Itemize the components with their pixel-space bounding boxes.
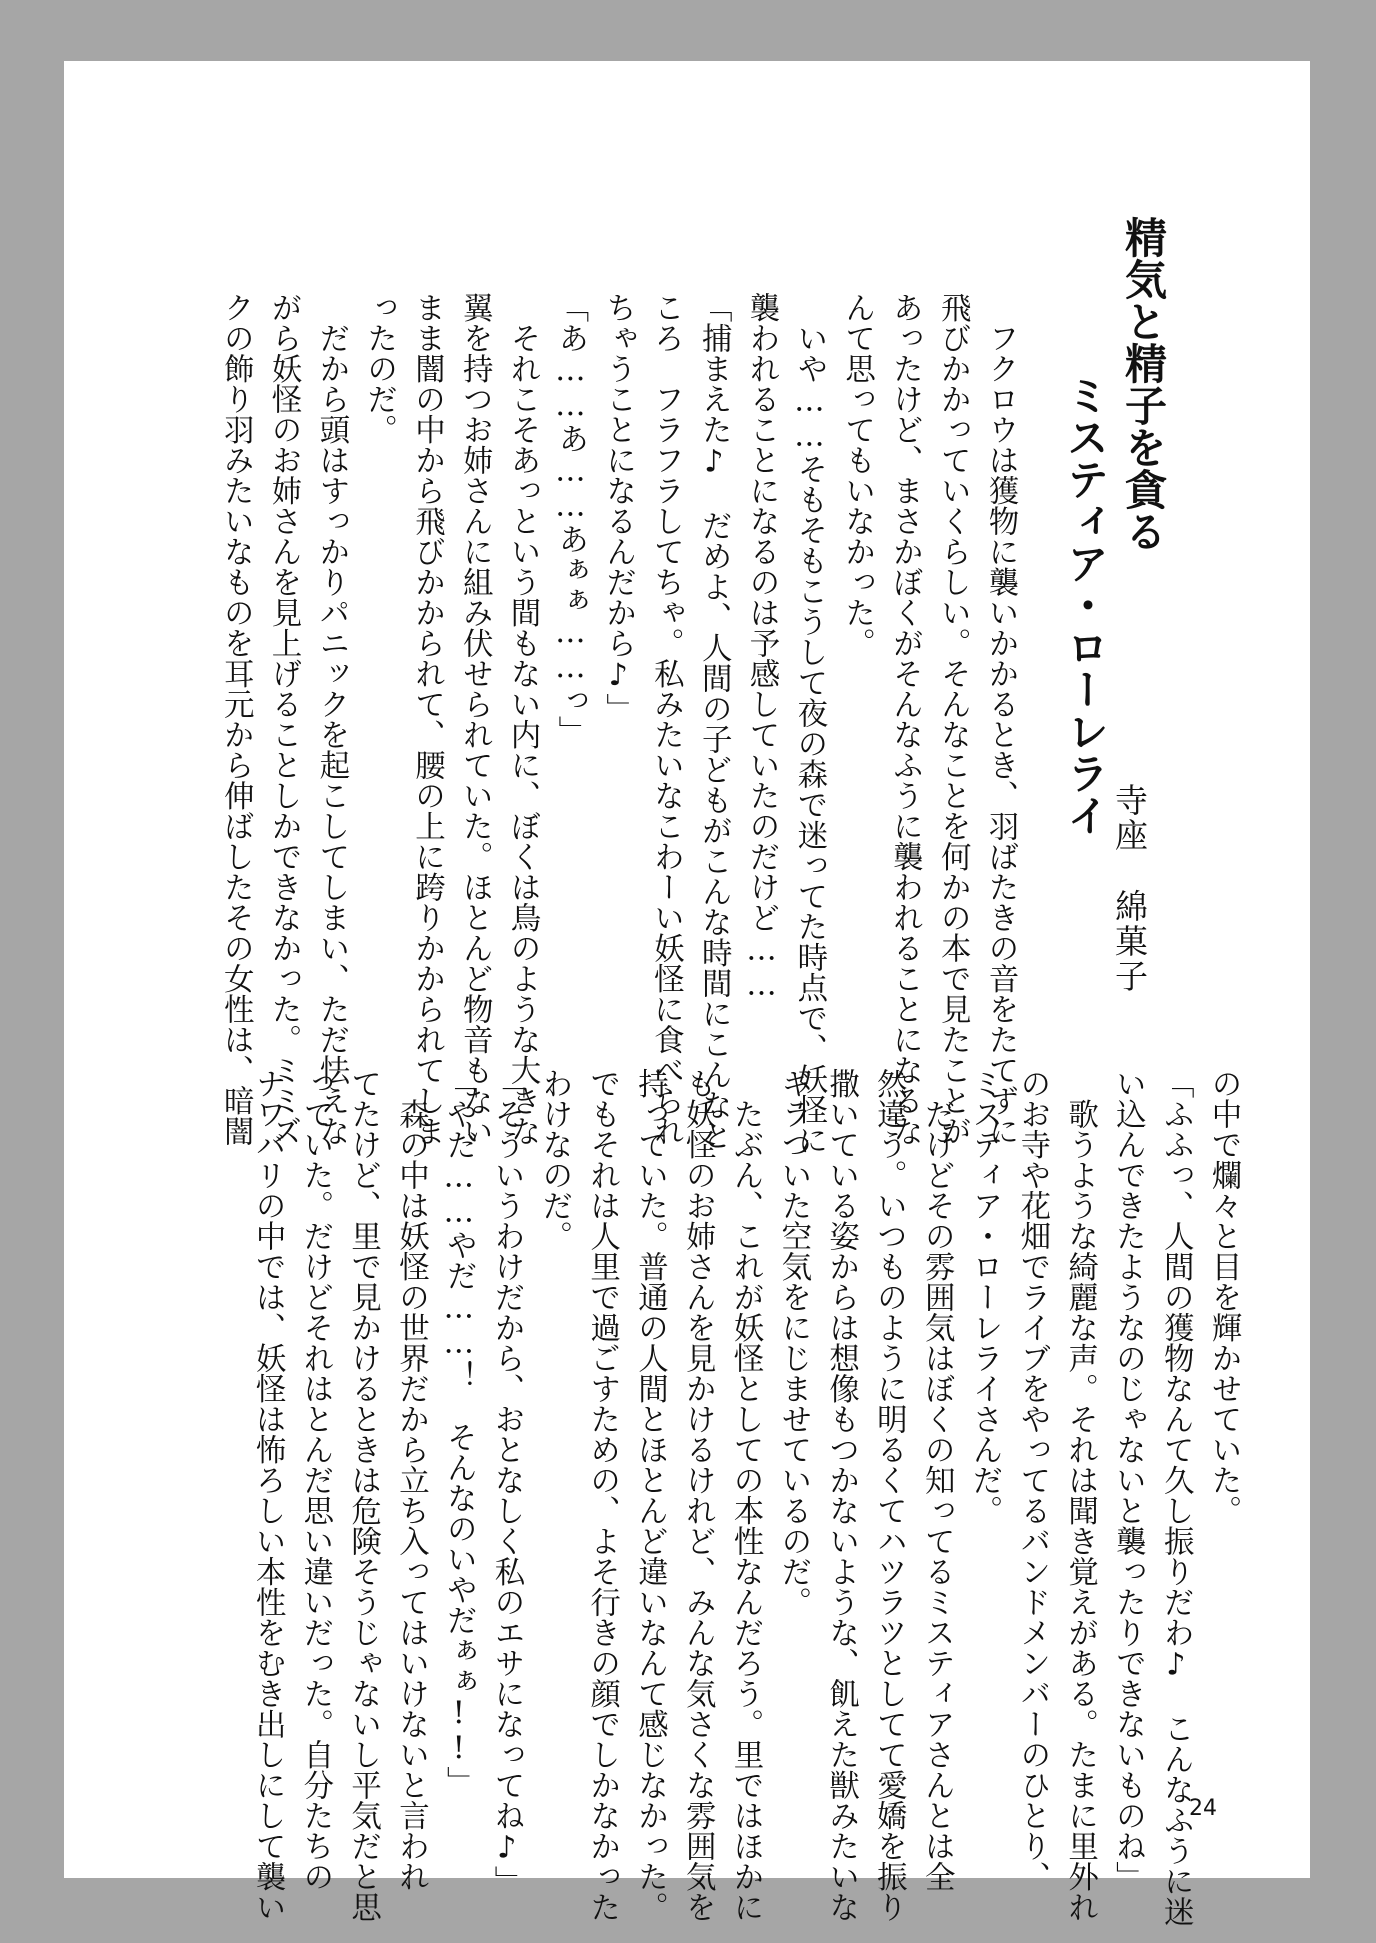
text-line: 森の中は妖怪の世界だから立ち入ってはいけないと言われ xyxy=(393,1068,429,1892)
text-line: 「あ……あ……あぁぁ……っ」 xyxy=(552,292,588,746)
page-number: 24 xyxy=(1189,1796,1217,1821)
text-line: 持っていた。普通の人間とほとんど違いなんて感じなかった。 xyxy=(632,1068,668,1922)
title-line-1: 精気と精子を貪る xyxy=(1119,216,1168,552)
text-line: だけどその雰囲気はぼくの知ってるミスティアさんとは全 xyxy=(919,1068,955,1892)
text-line: たぶん、これが妖怪としての本性なんだろう。里ではほかに xyxy=(728,1068,764,1922)
text-line: っていた。だけどそれはとんだ思い違いだった。自分たちの xyxy=(297,1068,333,1892)
text-line: ころ フラフラしてちゃ。私みたいなこわーい妖怪に食べられ xyxy=(648,292,684,1146)
text-line: 然違う。いつものように明るくてハツラツとしてて愛嬌を振り xyxy=(871,1068,907,1922)
author-name xyxy=(1109,783,1149,994)
text-line: わけなのだ。 xyxy=(536,1068,572,1251)
upper-text-block xyxy=(211,292,1024,1155)
text-line: 翼を持つお姉さんに組み伏せられていた。ほとんど物音もない xyxy=(457,292,493,1146)
text-line: 「そういうわけだから、おとなしく私のエサになってね♪」 xyxy=(489,1068,525,1896)
author-family-name: 寺座 xyxy=(1110,783,1149,853)
text-line: ったのだ。 xyxy=(361,292,397,445)
book-page xyxy=(64,61,1310,1927)
title-line-2: ミスティア・ローレライ xyxy=(1061,374,1110,836)
text-line: がら妖怪のお姉さんを見上げることしかできなかった。ミミズ xyxy=(266,292,302,1146)
text-line: 歌うような綺麗な声。それは聞き覚えがある。たまに里外れ xyxy=(1062,1068,1098,1922)
text-line: 「捕まえた♪ だめよ、人間の子どもがこんな時間にこんなと xyxy=(696,292,732,1151)
text-line: い込んできたようなのじゃないと襲ったりできないものね」 xyxy=(1110,1068,1146,1892)
text-line: 襲われることになるのは予感していたのだけど…… xyxy=(744,292,780,1003)
text-line: まま闇の中から飛びかかられて、腰の上に跨りかかられてしま xyxy=(409,292,445,1146)
text-line: 「ふふっ、人間の獲物なんて久し振りだわ♪ こんなふうに迷 xyxy=(1158,1068,1194,1927)
text-line: も妖怪のお姉さんを見かけるけれど、みんな気さくな雰囲気を xyxy=(680,1068,716,1922)
text-line: ちゃうことになるんだから♪」 xyxy=(600,292,636,724)
text-line: んて思ってもいなかった。 xyxy=(839,292,875,658)
text-line: でもそれは人里で過ごすための、よそ行きの顔でしかなかった xyxy=(584,1068,620,1922)
text-line: あったけど、まさかぼくがそんなふうに襲われることになるな xyxy=(887,292,923,1146)
text-line: だから頭はすっかりパニックを起こしてしまい、ただ怯えな xyxy=(313,292,349,1146)
text-line: のお寺や花畑でライブをやってるバンドメンバーのひとり、 xyxy=(1014,1068,1050,1892)
author-given-name: 綿菓子 xyxy=(1110,889,1149,994)
text-line: フクロウは獲物に襲いかかるとき、羽ばたきの音をたてずに xyxy=(983,292,1018,1146)
text-line: 撒いている姿からは想像もつかないような、飢えた獣みたいな xyxy=(823,1068,859,1922)
text-line: ナワバリの中では、妖怪は怖ろしい本性をむき出しにして襲い xyxy=(250,1068,286,1922)
text-line: クの飾り羽みたいなものを耳元から伸ばしたその女性は、暗闇 xyxy=(218,292,254,1146)
story-title xyxy=(1056,216,1172,836)
text-line: ギラついた空気をにじませているのだ。 xyxy=(775,1068,811,1617)
text-line: の中で爛々と目を輝かせていた。 xyxy=(1206,1068,1241,1526)
text-line: てたけど、里で見かけるときは危険そうじゃないし平気だと思 xyxy=(345,1068,381,1922)
text-line: いや……そもそもこうして夜の森で迷ってた時点で、妖怪に xyxy=(791,292,827,1155)
text-line: ミスティア・ローレライさんだ。 xyxy=(967,1068,1003,1526)
text-line: 「やだ……やだ……！ そんなのいやだぁぁ!!」 xyxy=(441,1068,477,1797)
text-line: 飛びかかっていくらしい。そんなことを何かの本で見たことが xyxy=(935,292,971,1146)
text-line: それこそあっという間もない内に、ぼくは鳥のような大きな xyxy=(505,292,541,1146)
